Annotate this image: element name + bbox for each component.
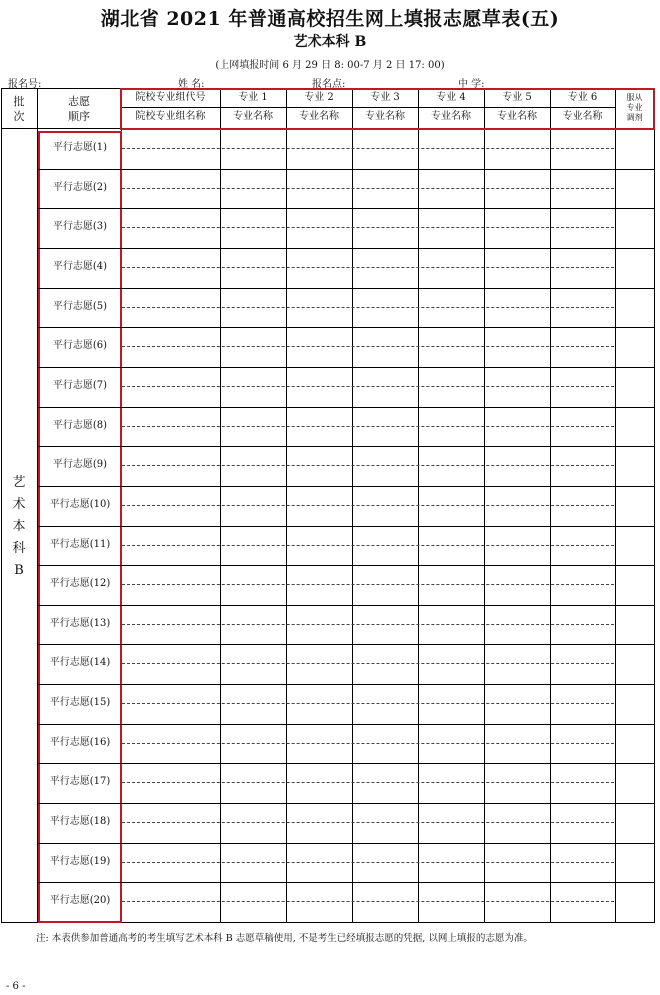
major-name-label: 专业名称	[431, 111, 471, 122]
volunteer-row-label: 平行志愿(13)	[49, 617, 111, 629]
volunteer-row-label: 平行志愿(14)	[49, 657, 111, 669]
volunteer-row-label: 平行志愿(7)	[52, 379, 108, 391]
fill-time: (上网填报时间 6 月 29 日 8: 00-7 月 2 日 17: 00)	[215, 60, 445, 71]
obey-adjust-header-1: 服从	[626, 93, 643, 102]
school-label: 中 学:	[458, 79, 485, 90]
major-6-header: 专业 6	[567, 92, 598, 103]
volunteer-row-label: 平行志愿(20)	[49, 895, 111, 907]
volunteer-row-label: 平行志愿(10)	[49, 498, 111, 510]
footnote: 注: 本表供参加普通高考的考生填写艺术本科 B 志愿草稿使用, 不是考生已经填报志愿的凭据, 以网上填报的志愿为准。	[36, 933, 533, 944]
major-name-label: 专业名称	[365, 111, 405, 122]
major-name-label: 专业名称	[233, 111, 273, 122]
major-name-label: 专业名称	[299, 111, 339, 122]
major-1-header: 专业 1	[238, 92, 268, 103]
form-subtitle: 艺术本科 B	[293, 34, 367, 50]
volunteer-row-label: 平行志愿(1)	[52, 142, 108, 153]
group-code-header: 院校专业组代号	[135, 92, 206, 103]
major-name-label: 专业名称	[562, 111, 603, 122]
volunteer-table	[1, 88, 655, 923]
volunteer-row-label: 平行志愿(3)	[52, 221, 108, 233]
volunteer-row-label: 平行志愿(8)	[52, 419, 108, 431]
obey-adjust-header-3: 调剂	[626, 113, 643, 122]
volunteer-row-label: 平行志愿(15)	[49, 697, 111, 709]
volunteer-row-label: 平行志愿(4)	[52, 260, 108, 272]
batch-char: 本	[12, 519, 26, 534]
reg-no-label: 报名号:	[8, 79, 42, 90]
major-3-header: 专业 3	[370, 92, 400, 103]
volunteer-row-label: 平行志愿(18)	[49, 816, 111, 827]
batch-char: B	[14, 563, 24, 578]
order-header-1: 志愿	[68, 95, 90, 108]
reg-site-label: 报名点:	[312, 79, 346, 90]
batch-char: 艺	[12, 475, 26, 490]
batch-char: 术	[12, 497, 26, 512]
volunteer-row-label: 平行志愿(2)	[52, 181, 108, 193]
obey-adjust-header-2: 专业	[626, 103, 643, 112]
name-label: 姓 名:	[178, 79, 205, 90]
volunteer-row-label: 平行志愿(11)	[49, 538, 111, 550]
major-name-label: 专业名称	[497, 111, 537, 122]
major-5-header: 专业 5	[502, 92, 532, 103]
major-4-header: 专业 4	[436, 92, 466, 103]
volunteer-row-label: 平行志愿(17)	[49, 776, 111, 788]
batch-header-1: 批	[13, 95, 25, 108]
major-2-header: 专业 2	[304, 92, 334, 103]
page-number: - 6 -	[6, 981, 26, 992]
volunteer-row-label: 平行志愿(19)	[49, 855, 111, 867]
volunteer-row-label: 平行志愿(9)	[52, 459, 108, 471]
batch-header-2: 次	[13, 110, 25, 123]
volunteer-row-label: 平行志愿(16)	[49, 736, 111, 748]
volunteer-row-label: 平行志愿(5)	[52, 300, 108, 312]
batch-char: 科	[12, 541, 26, 556]
order-header-2: 顺序	[68, 110, 90, 123]
volunteer-row-label: 平行志愿(6)	[52, 340, 108, 352]
page-title: 湖北省 2021 年普通高校招生网上填报志愿草表(五)	[100, 8, 560, 30]
group-name-header: 院校专业组名称	[135, 111, 206, 122]
volunteer-row-label: 平行志愿(12)	[49, 578, 111, 590]
header-highlight	[120, 88, 655, 130]
